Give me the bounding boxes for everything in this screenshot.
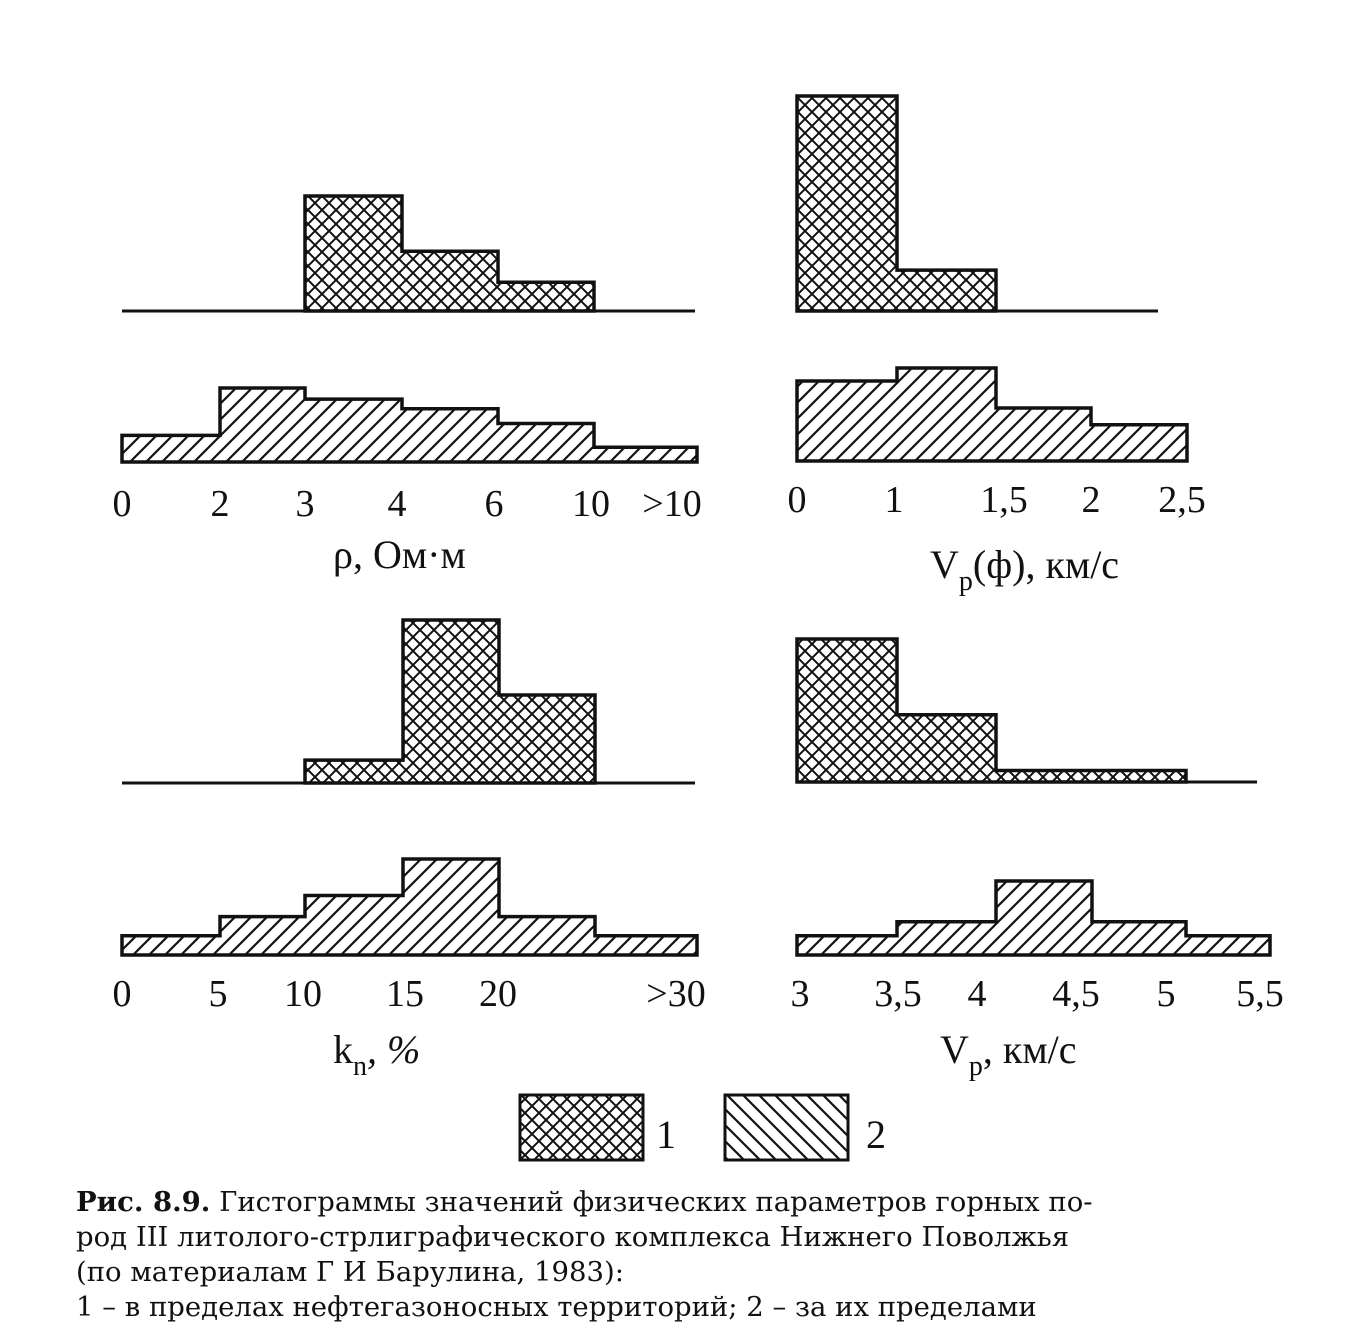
histogram-velocity-phi-tick-label: 1	[884, 479, 904, 521]
caption-line-1: Гистограммы значений физических параметров горных по-	[219, 1186, 1093, 1218]
histogram-velocity-series-2-bar-3	[996, 881, 1092, 955]
histogram-velocity-phi-series-1-bar-2	[897, 270, 996, 311]
legend-label-1: 1	[656, 1112, 676, 1157]
histogram-velocity-tick-label: 3	[790, 973, 810, 1015]
histogram-velocity-tick-label: 5,5	[1236, 973, 1284, 1015]
histogram-velocity-series-2-bar-4	[1092, 922, 1186, 955]
histogram-porosity-series-1-bar-4	[403, 620, 499, 783]
axis-title-velocity-phi: $V_p(ф)$, км/с	[930, 542, 1120, 597]
histogram-velocity-phi-tick-label: 2,5	[1158, 479, 1206, 521]
histogram-velocity-series-2-bar-2	[897, 922, 996, 955]
histogram-velocity-phi-series-2-bar-4	[1091, 425, 1187, 461]
histogram-porosity-series-1-bar-3	[305, 760, 403, 783]
histogram-resistivity-tick-label: 4	[387, 483, 407, 525]
histogram-porosity-tick-label: 15	[386, 973, 424, 1015]
histogram-porosity-tick-label: 10	[284, 973, 322, 1015]
histogram-resistivity-tick-label: 2	[210, 483, 230, 525]
histogram-resistivity	[113, 196, 702, 525]
histogram-resistivity-tick-label: >10	[642, 483, 702, 525]
axis-title-porosity: $k_n$, %	[333, 1027, 421, 1082]
caption-line-2: род III литолого-стрлиграфического комплекса Нижнего Поволжья	[76, 1221, 1070, 1253]
histogram-resistivity-tick-label: 6	[484, 483, 504, 525]
histogram-resistivity-tick-label: 10	[572, 483, 610, 525]
histogram-resistivity-series-2-bar-5	[498, 424, 594, 462]
histogram-porosity-series-2-bar-1	[122, 936, 220, 955]
histogram-resistivity-series-2-bar-2	[220, 388, 305, 462]
histogram-velocity-tick-label: 5	[1156, 973, 1176, 1015]
histogram-velocity-phi	[788, 96, 1206, 521]
axis-title-velocity: $V_p$, км/с	[940, 1027, 1077, 1082]
histogram-resistivity-series-2-bar-4	[402, 409, 498, 462]
histogram-porosity-tick-label: 5	[208, 973, 228, 1015]
histogram-velocity-tick-label: 4,5	[1052, 973, 1100, 1015]
histogram-velocity-phi-tick-label: 2	[1081, 479, 1101, 521]
histogram-porosity-series-2-bar-2	[220, 917, 305, 955]
histogram-velocity-phi-tick-label: 1,5	[980, 479, 1028, 521]
histogram-porosity-series-2-bar-3	[305, 895, 403, 955]
histogram-velocity-tick-label: 4	[967, 973, 987, 1015]
histogram-porosity-series-1-bar-5	[499, 695, 595, 783]
histogram-resistivity-series-2-bar-6	[594, 447, 697, 462]
legend-swatch-crosshatch	[520, 1095, 643, 1160]
histogram-velocity-tick-label: 3,5	[874, 973, 922, 1015]
histogram-resistivity-series-2-bar-1	[122, 435, 220, 462]
histogram-porosity-series-2-bar-5	[499, 917, 595, 955]
histogram-velocity	[791, 639, 1284, 1015]
caption-line-4: 1 – в пределах нефтегазоносных территорий; 2 – за их пределами	[76, 1291, 1037, 1323]
histogram-velocity-phi-series-1-bar-1	[797, 96, 897, 311]
caption-line-3: (по материалам Г И Барулина, 1983):	[76, 1256, 624, 1288]
histogram-velocity-series-1-bar-2	[897, 715, 996, 782]
legend-swatch-diagonal	[725, 1095, 848, 1160]
histogram-resistivity-series-2-bar-3	[305, 399, 402, 462]
caption-figure-number: Рис. 8.9.	[76, 1186, 211, 1218]
histogram-porosity-tick-label: 20	[479, 973, 517, 1015]
histogram-velocity-phi-tick-label: 0	[787, 479, 807, 521]
histogram-velocity-series-1-bar-1	[797, 639, 897, 782]
histogram-resistivity-tick-label: 3	[295, 483, 315, 525]
histogram-velocity-series-2-bar-5	[1186, 936, 1270, 955]
histogram-porosity	[113, 620, 706, 1015]
legend	[520, 1095, 886, 1160]
histogram-porosity-series-2-bar-6	[595, 936, 697, 955]
histogram-velocity-phi-series-2-bar-1	[797, 381, 897, 461]
legend-label-2: 2	[866, 1112, 886, 1157]
histogram-resistivity-series-1-bar-4	[402, 251, 498, 311]
histogram-porosity-tick-label: 0	[112, 973, 132, 1015]
histogram-porosity-tick-label: >30	[646, 973, 706, 1015]
histogram-velocity-phi-series-2-bar-2	[897, 368, 996, 461]
histogram-resistivity-series-1-bar-3	[305, 196, 402, 311]
axis-title-resistivity: ρ, Ом·м	[333, 532, 466, 577]
histogram-resistivity-tick-label: 0	[112, 483, 132, 525]
histogram-porosity-series-2-bar-4	[403, 859, 499, 955]
histogram-velocity-phi-series-2-bar-3	[996, 408, 1091, 461]
figure-caption	[76, 1185, 1346, 1325]
histogram-resistivity-series-1-bar-5	[498, 282, 594, 311]
histogram-velocity-series-2-bar-1	[797, 936, 897, 955]
